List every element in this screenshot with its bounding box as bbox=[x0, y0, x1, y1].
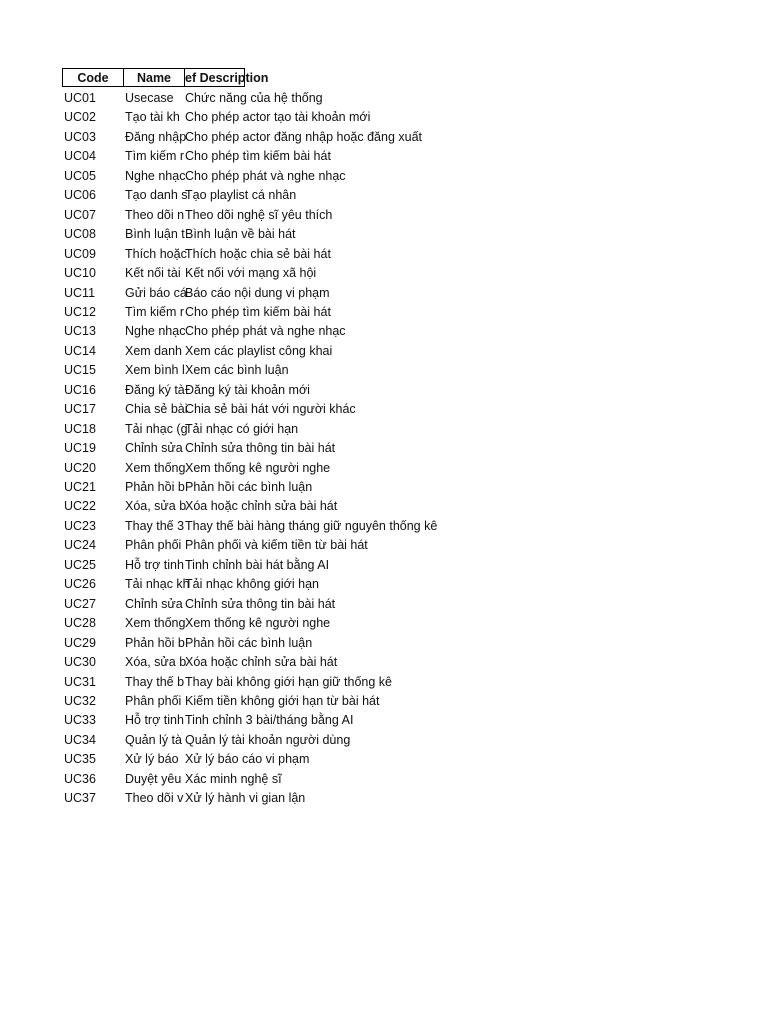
cell-name[interactable]: Thay thế 3 bbox=[125, 518, 185, 533]
cell-code[interactable]: UC15 bbox=[64, 363, 96, 378]
cell-code[interactable]: UC07 bbox=[64, 207, 96, 222]
cell-description[interactable]: Chia sẻ bài hát với người khác bbox=[185, 402, 356, 417]
cell-description[interactable]: Thích hoặc chia sẻ bài hát bbox=[185, 246, 331, 261]
cell-name[interactable]: Gửi báo cá bbox=[125, 285, 187, 300]
cell-description[interactable]: Tải nhạc không giới hạn bbox=[185, 577, 319, 592]
header-description-label: ef Description bbox=[185, 71, 269, 85]
cell-description[interactable]: Xử lý hành vi gian lận bbox=[185, 791, 306, 806]
cell-name[interactable]: Xem thống bbox=[125, 460, 186, 475]
cell-name[interactable]: Xem bình l bbox=[125, 363, 185, 378]
header-name[interactable]: Name bbox=[123, 68, 185, 87]
cell-description[interactable]: Cho phép phát và nghe nhạc bbox=[185, 168, 346, 183]
cell-name[interactable]: Xem danh bbox=[125, 343, 182, 358]
table-row bbox=[0, 245, 700, 265]
table-row bbox=[0, 186, 700, 206]
cell-code[interactable]: UC18 bbox=[64, 421, 96, 436]
table-row bbox=[0, 128, 700, 148]
cell-description[interactable]: Xóa hoặc chỉnh sửa bài hát bbox=[185, 655, 338, 670]
cell-name[interactable]: Chia sẻ bài bbox=[125, 402, 188, 417]
table-row bbox=[0, 108, 700, 128]
cell-name[interactable]: Quản lý tà bbox=[125, 732, 182, 747]
cell-code[interactable]: UC23 bbox=[64, 518, 96, 533]
cell-code[interactable]: UC26 bbox=[64, 577, 96, 592]
cell-code[interactable]: UC14 bbox=[64, 343, 96, 358]
cell-name[interactable]: Xem thống bbox=[125, 616, 186, 631]
cell-description[interactable]: Cho phép tìm kiếm bài hát bbox=[185, 149, 331, 164]
table-row bbox=[0, 692, 700, 712]
cell-description[interactable]: Xác minh nghệ sĩ bbox=[185, 771, 282, 786]
cell-description[interactable]: Tải nhạc có giới hạn bbox=[185, 421, 299, 436]
cell-description[interactable]: Phản hồi các bình luận bbox=[185, 480, 313, 494]
cell-name[interactable]: Nghe nhạc bbox=[125, 168, 186, 183]
cell-code[interactable]: UC22 bbox=[64, 499, 96, 514]
cell-code[interactable]: UC37 bbox=[64, 791, 96, 806]
table-row bbox=[0, 478, 700, 498]
cell-code[interactable]: UC34 bbox=[64, 732, 96, 747]
cell-name[interactable]: Tạo tài kh bbox=[125, 110, 180, 125]
cell-code[interactable]: UC27 bbox=[64, 596, 96, 611]
table-row bbox=[0, 459, 700, 479]
cell-name[interactable]: Bình luận t bbox=[125, 227, 185, 242]
cell-description[interactable]: Cho phép actor tạo tài khoản mới bbox=[185, 110, 371, 125]
cell-name[interactable]: Tạo danh s bbox=[125, 188, 188, 203]
table-row bbox=[0, 536, 700, 556]
cell-description[interactable]: Theo dõi nghệ sĩ yêu thích bbox=[185, 207, 333, 222]
cell-code[interactable]: UC30 bbox=[64, 655, 96, 670]
cell-code[interactable]: UC21 bbox=[64, 480, 96, 494]
cell-code[interactable]: UC09 bbox=[64, 246, 96, 261]
cell-name[interactable]: Phản hồi b bbox=[125, 635, 185, 650]
cell-code[interactable]: UC32 bbox=[64, 693, 96, 708]
cell-description[interactable]: Xem thống kê người nghe bbox=[185, 616, 331, 631]
cell-description[interactable]: Thay thế bài hàng tháng giữ nguyên thống kê bbox=[185, 518, 438, 533]
cell-name[interactable]: Xử lý báo bbox=[125, 752, 179, 767]
cell-description[interactable]: Thay bài không giới hạn giữ thống kê bbox=[185, 674, 392, 689]
table-row bbox=[0, 575, 700, 595]
cell-code[interactable]: UC05 bbox=[64, 168, 96, 183]
cell-description[interactable]: Kiếm tiền không giới hạn từ bài hát bbox=[185, 693, 380, 708]
cell-code[interactable]: UC20 bbox=[64, 460, 96, 475]
table-row bbox=[0, 167, 700, 187]
cell-code[interactable]: UC36 bbox=[64, 771, 96, 786]
table-row bbox=[0, 770, 700, 790]
cell-name[interactable]: Chỉnh sửa bbox=[125, 596, 183, 611]
cell-description[interactable]: Tinh chỉnh bài hát bằng AI bbox=[185, 557, 330, 572]
cell-code[interactable]: UC19 bbox=[64, 441, 96, 456]
cell-name[interactable]: Phân phối bbox=[125, 693, 182, 708]
cell-description[interactable]: Báo cáo nội dung vi phạm bbox=[185, 285, 330, 300]
cell-code[interactable]: UC04 bbox=[64, 149, 96, 164]
cell-name[interactable]: Tải nhạc (g bbox=[125, 421, 188, 436]
table-row bbox=[0, 439, 700, 459]
table-row bbox=[0, 634, 700, 654]
cell-description[interactable]: Phản hồi các bình luận bbox=[185, 635, 313, 650]
table-row bbox=[0, 225, 700, 245]
table-row bbox=[0, 497, 700, 517]
cell-name[interactable]: Usecase bbox=[125, 91, 174, 105]
table-row bbox=[0, 750, 700, 770]
cell-description[interactable]: Kết nối với mạng xã hội bbox=[185, 266, 317, 281]
cell-name[interactable]: Kết nối tài bbox=[125, 266, 181, 281]
table-row bbox=[0, 711, 700, 731]
cell-name[interactable]: Xóa, sửa b bbox=[125, 655, 187, 670]
cell-name[interactable]: Hỗ trợ tinh bbox=[125, 557, 184, 572]
cell-name[interactable]: Phản hồi b bbox=[125, 480, 185, 494]
table-row bbox=[0, 789, 700, 809]
table-row bbox=[0, 264, 700, 284]
cell-description[interactable]: Bình luận về bài hát bbox=[185, 227, 296, 242]
cell-name[interactable]: Thay thế b bbox=[125, 674, 185, 689]
table-row bbox=[0, 322, 700, 342]
cell-code[interactable]: UC10 bbox=[64, 266, 96, 281]
cell-name[interactable]: Nghe nhạc bbox=[125, 324, 186, 339]
table-row bbox=[0, 653, 700, 673]
cell-description[interactable]: Tinh chỉnh 3 bài/tháng bằng AI bbox=[185, 713, 354, 728]
cell-name[interactable]: Đăng nhập bbox=[125, 129, 187, 144]
cell-name[interactable]: Thích hoặc bbox=[125, 246, 187, 261]
table-row bbox=[0, 673, 700, 693]
cell-description[interactable]: Chỉnh sửa thông tin bài hát bbox=[185, 596, 336, 611]
table-row bbox=[0, 420, 700, 440]
cell-code[interactable]: UC31 bbox=[64, 674, 96, 689]
table-row bbox=[0, 284, 700, 304]
table-row bbox=[0, 614, 700, 634]
cell-description[interactable]: Cho phép tìm kiếm bài hát bbox=[185, 304, 331, 319]
cell-code[interactable]: UC35 bbox=[64, 752, 96, 767]
cell-code[interactable]: UC17 bbox=[64, 402, 96, 417]
cell-description[interactable]: Đăng ký tài khoản mới bbox=[185, 382, 310, 397]
table-row bbox=[0, 303, 700, 323]
cell-code[interactable]: UC24 bbox=[64, 538, 96, 553]
cell-code[interactable]: UC03 bbox=[64, 129, 96, 144]
table-row bbox=[0, 556, 700, 576]
cell-name[interactable]: Theo dõi n bbox=[125, 207, 185, 222]
header-description[interactable] bbox=[184, 68, 269, 87]
cell-code[interactable]: UC12 bbox=[64, 304, 96, 319]
cell-description[interactable]: Chức năng của hệ thống bbox=[185, 91, 323, 105]
cell-name[interactable]: Xóa, sửa b bbox=[125, 499, 187, 514]
cell-name[interactable]: Theo dõi v bbox=[125, 791, 184, 806]
table-row bbox=[0, 89, 700, 109]
cell-code[interactable]: UC13 bbox=[64, 324, 96, 339]
cell-name[interactable]: Hỗ trợ tinh bbox=[125, 713, 184, 728]
cell-code[interactable]: UC29 bbox=[64, 635, 96, 650]
cell-name[interactable]: Tìm kiếm r bbox=[125, 149, 185, 164]
table-row bbox=[0, 206, 700, 226]
cell-description[interactable]: Chỉnh sửa thông tin bài hát bbox=[185, 441, 336, 456]
table-row bbox=[0, 400, 700, 420]
cell-code[interactable]: UC01 bbox=[64, 91, 96, 105]
cell-description[interactable]: Xử lý báo cáo vi phạm bbox=[185, 752, 310, 767]
table-row bbox=[0, 731, 700, 751]
cell-code[interactable]: UC11 bbox=[64, 285, 96, 300]
cell-code[interactable]: UC08 bbox=[64, 227, 96, 242]
header-code[interactable]: Code bbox=[62, 68, 124, 87]
cell-description[interactable]: Xóa hoặc chỉnh sửa bài hát bbox=[185, 499, 338, 514]
cell-code[interactable]: UC16 bbox=[64, 382, 96, 397]
cell-description[interactable]: Quản lý tài khoản người dùng bbox=[185, 732, 351, 747]
table-row bbox=[0, 381, 700, 401]
cell-code[interactable]: UC28 bbox=[64, 616, 96, 631]
cell-name[interactable]: Duyệt yêu bbox=[125, 771, 182, 786]
cell-name[interactable]: Đăng ký tà bbox=[125, 382, 185, 397]
table-row bbox=[0, 595, 700, 615]
cell-description[interactable]: Xem các playlist công khai bbox=[185, 343, 333, 358]
cell-code[interactable]: UC02 bbox=[64, 110, 96, 125]
cell-description[interactable]: Xem các bình luận bbox=[185, 363, 289, 378]
cell-description[interactable]: Xem thống kê người nghe bbox=[185, 460, 331, 475]
cell-code[interactable]: UC25 bbox=[64, 557, 96, 572]
table-row bbox=[0, 147, 700, 167]
cell-description[interactable]: Cho phép phát và nghe nhạc bbox=[185, 324, 346, 339]
table-row bbox=[0, 361, 700, 381]
cell-name[interactable]: Phân phối bbox=[125, 538, 182, 553]
cell-name[interactable]: Tải nhạc kh bbox=[125, 577, 190, 592]
cell-description[interactable]: Tạo playlist cá nhân bbox=[185, 188, 297, 203]
table-row bbox=[0, 342, 700, 362]
cell-description[interactable]: Phân phối và kiếm tiền từ bài hát bbox=[185, 538, 368, 553]
cell-code[interactable]: UC33 bbox=[64, 713, 96, 728]
table-row bbox=[0, 517, 700, 537]
cell-name[interactable]: Tìm kiếm r bbox=[125, 304, 185, 319]
cell-description[interactable]: Cho phép actor đăng nhập hoặc đăng xuất bbox=[185, 129, 422, 144]
cell-name[interactable]: Chỉnh sửa bbox=[125, 441, 183, 456]
cell-code[interactable]: UC06 bbox=[64, 188, 96, 203]
